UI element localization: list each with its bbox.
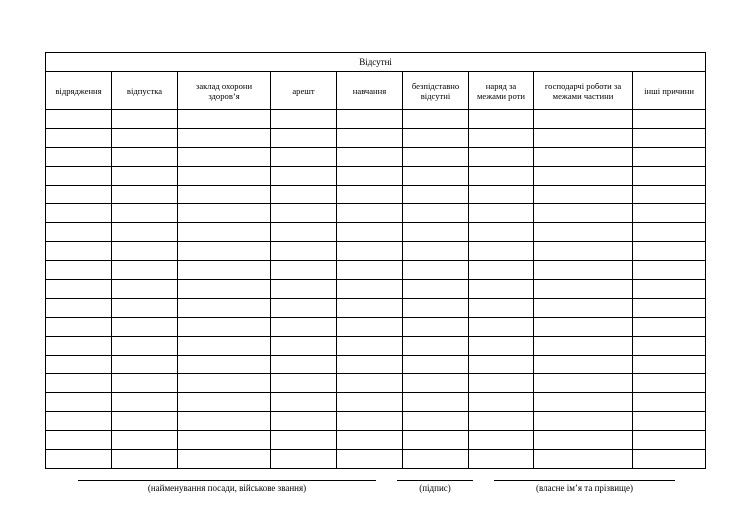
table-cell[interactable] [112,317,178,336]
table-cell[interactable] [112,393,178,412]
table-row [46,393,706,412]
table-row [46,204,706,223]
table-cell[interactable] [178,374,271,393]
table-cell[interactable] [534,185,633,204]
table-cell[interactable] [469,204,534,223]
table-cell[interactable] [271,110,337,129]
table-cell[interactable] [178,280,271,299]
table-cell[interactable] [337,450,403,469]
table-cell[interactable] [534,147,633,166]
table-cell[interactable] [633,393,706,412]
table-cell[interactable] [403,110,469,129]
table-cell[interactable] [633,317,706,336]
table-cell[interactable] [178,166,271,185]
table-cell[interactable] [469,450,534,469]
table-cell[interactable] [46,355,112,374]
table-cell[interactable] [271,147,337,166]
table-cell[interactable] [633,374,706,393]
table-cell[interactable] [178,110,271,129]
table-cell[interactable] [633,242,706,261]
table-cell[interactable] [469,412,534,431]
table-cell[interactable] [403,223,469,242]
table-cell[interactable] [46,431,112,450]
table-cell[interactable] [178,317,271,336]
table-cell[interactable] [403,298,469,317]
table-cell[interactable] [112,374,178,393]
table-cell[interactable] [534,374,633,393]
table-cell[interactable] [633,280,706,299]
table-cell[interactable] [112,450,178,469]
table-cell[interactable] [469,298,534,317]
table-cell[interactable] [469,128,534,147]
table-row [46,242,706,261]
signature-line [397,480,473,481]
table-cell[interactable] [46,393,112,412]
table-cell[interactable] [46,185,112,204]
table-cell[interactable] [46,298,112,317]
table-cell[interactable] [633,412,706,431]
table-cell[interactable] [271,450,337,469]
table-cell[interactable] [46,242,112,261]
table-cell[interactable] [112,280,178,299]
table-cell[interactable] [337,355,403,374]
table-cell[interactable] [271,128,337,147]
table-cell[interactable] [337,204,403,223]
table-cell[interactable] [337,242,403,261]
col-header-works-outside-unit: господарчі роботи за межами частини [534,72,633,110]
table-cell[interactable] [46,223,112,242]
table-cell[interactable] [403,412,469,431]
table-row [46,261,706,280]
table-cell[interactable] [112,336,178,355]
table-cell[interactable] [337,336,403,355]
table-cell[interactable] [178,450,271,469]
table-cell[interactable] [534,204,633,223]
table-cell[interactable] [46,450,112,469]
table-cell[interactable] [403,128,469,147]
name-signature-line [494,480,675,481]
table-cell[interactable] [46,412,112,431]
table-cell[interactable] [271,336,337,355]
table-cell[interactable] [469,166,534,185]
col-header-health-facility: заклад охорони здоров’я [178,72,271,110]
table-row [46,298,706,317]
table-cell[interactable] [271,374,337,393]
table-cell[interactable] [271,242,337,261]
table-cell[interactable] [271,166,337,185]
table-cell[interactable] [534,393,633,412]
table-cell[interactable] [178,147,271,166]
table-row [46,336,706,355]
col-header-duty-outside-company: наряд за межами роти [469,72,534,110]
title-row [46,53,706,72]
table-cell[interactable] [112,128,178,147]
table-title: Відсутні [46,53,706,72]
table-cell[interactable] [403,185,469,204]
table-cell[interactable] [46,336,112,355]
table-cell[interactable] [337,431,403,450]
table-cell[interactable] [337,280,403,299]
table-cell[interactable] [633,204,706,223]
table-cell[interactable] [469,336,534,355]
table-cell[interactable] [178,128,271,147]
table-cell[interactable] [534,110,633,129]
position-rank-caption: (найменування посади, військове звання) [147,483,307,493]
table-cell[interactable] [178,185,271,204]
table-cell[interactable] [633,298,706,317]
table-row [46,223,706,242]
table-cell[interactable] [46,374,112,393]
table-cell[interactable] [337,147,403,166]
table-cell[interactable] [112,185,178,204]
signature-caption: (підпис) [419,483,451,493]
table-row [46,317,706,336]
table-cell[interactable] [469,242,534,261]
table-cell[interactable] [112,204,178,223]
table-cell[interactable] [403,374,469,393]
table-cell[interactable] [469,374,534,393]
table-cell[interactable] [403,280,469,299]
table-cell[interactable] [403,355,469,374]
table-cell[interactable] [271,223,337,242]
table-cell[interactable] [534,261,633,280]
table-cell[interactable] [469,393,534,412]
table-cell[interactable] [271,431,337,450]
table-cell[interactable] [46,110,112,129]
table-cell[interactable] [178,261,271,280]
table-cell[interactable] [178,242,271,261]
table-cell[interactable] [633,336,706,355]
position-signature-line [78,480,376,481]
table-cell[interactable] [46,147,112,166]
table-row [46,450,706,469]
table-cell[interactable] [403,166,469,185]
table-cell[interactable] [403,261,469,280]
table-cell[interactable] [633,223,706,242]
table-cell[interactable] [271,317,337,336]
table-cell[interactable] [469,280,534,299]
table-cell[interactable] [403,393,469,412]
table-cell[interactable] [534,336,633,355]
table-row [46,166,706,185]
table-cell[interactable] [469,110,534,129]
table-cell[interactable] [469,355,534,374]
table-cell[interactable] [271,185,337,204]
table-cell[interactable] [178,355,271,374]
table-cell[interactable] [469,431,534,450]
table-cell[interactable] [469,147,534,166]
col-header-arrest: арешт [271,72,337,110]
table-cell[interactable] [633,185,706,204]
name-caption: (власне ім’я та прізвище) [536,483,633,493]
table-cell[interactable] [534,128,633,147]
table-cell[interactable] [403,450,469,469]
table-row [46,355,706,374]
table-row [46,412,706,431]
col-header-training: навчання [337,72,403,110]
absence-table [45,52,706,469]
table-cell[interactable] [633,110,706,129]
table-cell[interactable] [271,412,337,431]
table-cell[interactable] [633,128,706,147]
table-row [46,431,706,450]
table-cell[interactable] [337,128,403,147]
table-cell[interactable] [337,317,403,336]
table-cell[interactable] [337,223,403,242]
table-cell[interactable] [271,261,337,280]
table-cell[interactable] [178,431,271,450]
table-cell[interactable] [534,317,633,336]
col-header-unjustified-absence: безпідставно відсутні [403,72,469,110]
table-cell[interactable] [337,393,403,412]
table-cell[interactable] [337,110,403,129]
table-body [46,110,706,469]
table-cell[interactable] [46,204,112,223]
table-cell[interactable] [403,317,469,336]
table-cell[interactable] [112,412,178,431]
table-cell[interactable] [112,147,178,166]
table-cell[interactable] [46,317,112,336]
col-header-leave: відпустка [112,72,178,110]
table-cell[interactable] [534,431,633,450]
table-cell[interactable] [534,223,633,242]
col-header-business-trip: відрядження [46,72,112,110]
table-cell[interactable] [112,242,178,261]
table-cell[interactable] [271,393,337,412]
table-row [46,185,706,204]
table-cell[interactable] [469,185,534,204]
table-cell[interactable] [271,280,337,299]
table-cell[interactable] [337,374,403,393]
table-row [46,280,706,299]
table-cell[interactable] [178,412,271,431]
table-row [46,374,706,393]
table-cell[interactable] [337,261,403,280]
table-cell[interactable] [112,298,178,317]
table-row [46,128,706,147]
table-cell[interactable] [46,261,112,280]
table-cell[interactable] [469,261,534,280]
table-cell[interactable] [337,166,403,185]
table-cell[interactable] [178,336,271,355]
header-row [46,72,706,110]
table-cell[interactable] [534,242,633,261]
table-cell[interactable] [112,261,178,280]
table-cell[interactable] [112,431,178,450]
table-cell[interactable] [271,298,337,317]
table-cell[interactable] [178,223,271,242]
table-cell[interactable] [178,393,271,412]
table-row [46,110,706,129]
table-cell[interactable] [469,317,534,336]
table-cell[interactable] [633,166,706,185]
table-cell[interactable] [633,261,706,280]
col-header-other-reasons: інші причини [633,72,706,110]
table-cell[interactable] [271,204,337,223]
table-cell[interactable] [337,412,403,431]
table-cell[interactable] [633,450,706,469]
table-cell[interactable] [337,185,403,204]
table-cell[interactable] [178,298,271,317]
table-cell[interactable] [633,431,706,450]
table-cell[interactable] [534,450,633,469]
table-cell[interactable] [534,355,633,374]
table-cell[interactable] [403,431,469,450]
table-cell[interactable] [112,223,178,242]
table-cell[interactable] [46,166,112,185]
table-cell[interactable] [112,355,178,374]
table-cell[interactable] [178,204,271,223]
table-cell[interactable] [403,336,469,355]
table-cell[interactable] [271,355,337,374]
table-cell[interactable] [403,147,469,166]
table-cell[interactable] [633,147,706,166]
table-cell[interactable] [112,110,178,129]
table-cell[interactable] [46,280,112,299]
table-cell[interactable] [534,280,633,299]
table-cell[interactable] [112,166,178,185]
table-cell[interactable] [403,204,469,223]
table-cell[interactable] [46,128,112,147]
table-cell[interactable] [469,223,534,242]
table-row [46,147,706,166]
table-cell[interactable] [534,412,633,431]
table-cell[interactable] [534,166,633,185]
table-cell[interactable] [534,298,633,317]
table-cell[interactable] [633,355,706,374]
table-cell[interactable] [403,242,469,261]
table-cell[interactable] [337,298,403,317]
